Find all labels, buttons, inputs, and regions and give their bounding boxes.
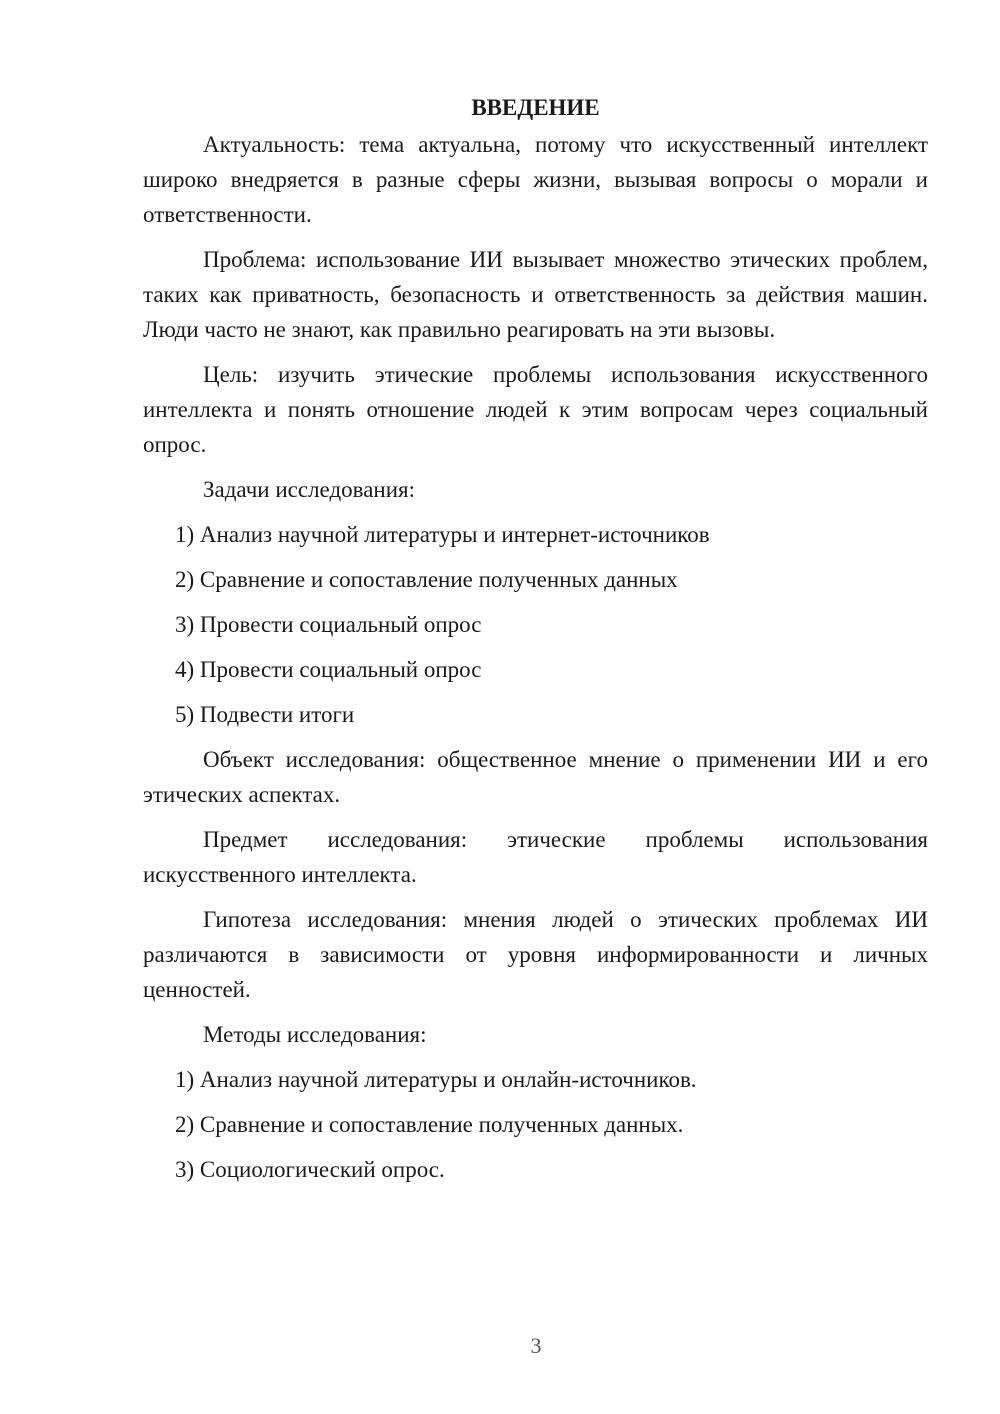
list-item: 1) Анализ научной литературы и онлайн-источников.: [175, 1067, 697, 1092]
page-number: 3: [530, 1333, 542, 1358]
list-item: 5) Подвести итоги: [175, 702, 355, 727]
list-item: 4) Провести социальный опрос: [175, 657, 482, 682]
object-paragraph: Объект исследования: общественное мнение о применении ИИ и его этических аспектах.: [143, 747, 928, 807]
page-title: ВВЕДЕНИЕ: [471, 95, 600, 120]
problem-paragraph: Проблема: использование ИИ вызывает множество этических проблем, таких как приватность, безопасность и ответственность за действия машин. Люди часто не знают, как правильно реагировать на эти вызовы.: [143, 247, 928, 342]
hypothesis-paragraph: Гипотеза исследования: мнения людей о этических проблемах ИИ различаются в зависимости от уровня информированности и личных ценностей.: [143, 907, 928, 1002]
page-content: [143, 90, 928, 1197]
methods-heading: Методы исследования:: [203, 1022, 427, 1047]
list-item: 2) Сравнение и сопоставление полученных данных: [175, 567, 678, 592]
tasks-heading: Задачи исследования:: [203, 477, 416, 502]
subject-paragraph: Предмет исследования: этические проблемы использования искусственного интеллекта.: [143, 827, 928, 887]
methods-list: [143, 1062, 928, 1187]
list-item: 2) Сравнение и сопоставление полученных данных.: [175, 1112, 684, 1137]
list-item: 1) Анализ научной литературы и интернет-источников: [175, 522, 710, 547]
tasks-list: [143, 517, 928, 732]
goal-paragraph: Цель: изучить этические проблемы использования искусственного интеллекта и понять отношение людей к этим вопросам через социальный опрос.: [143, 362, 928, 457]
relevance-paragraph: Актуальность: тема актуальна, потому что искусственный интеллект широко внедряется в разные сферы жизни, вызывая вопросы о морали и ответственности.: [143, 132, 928, 227]
list-item: 3) Социологический опрос.: [175, 1157, 445, 1182]
list-item: 3) Провести социальный опрос: [175, 612, 482, 637]
